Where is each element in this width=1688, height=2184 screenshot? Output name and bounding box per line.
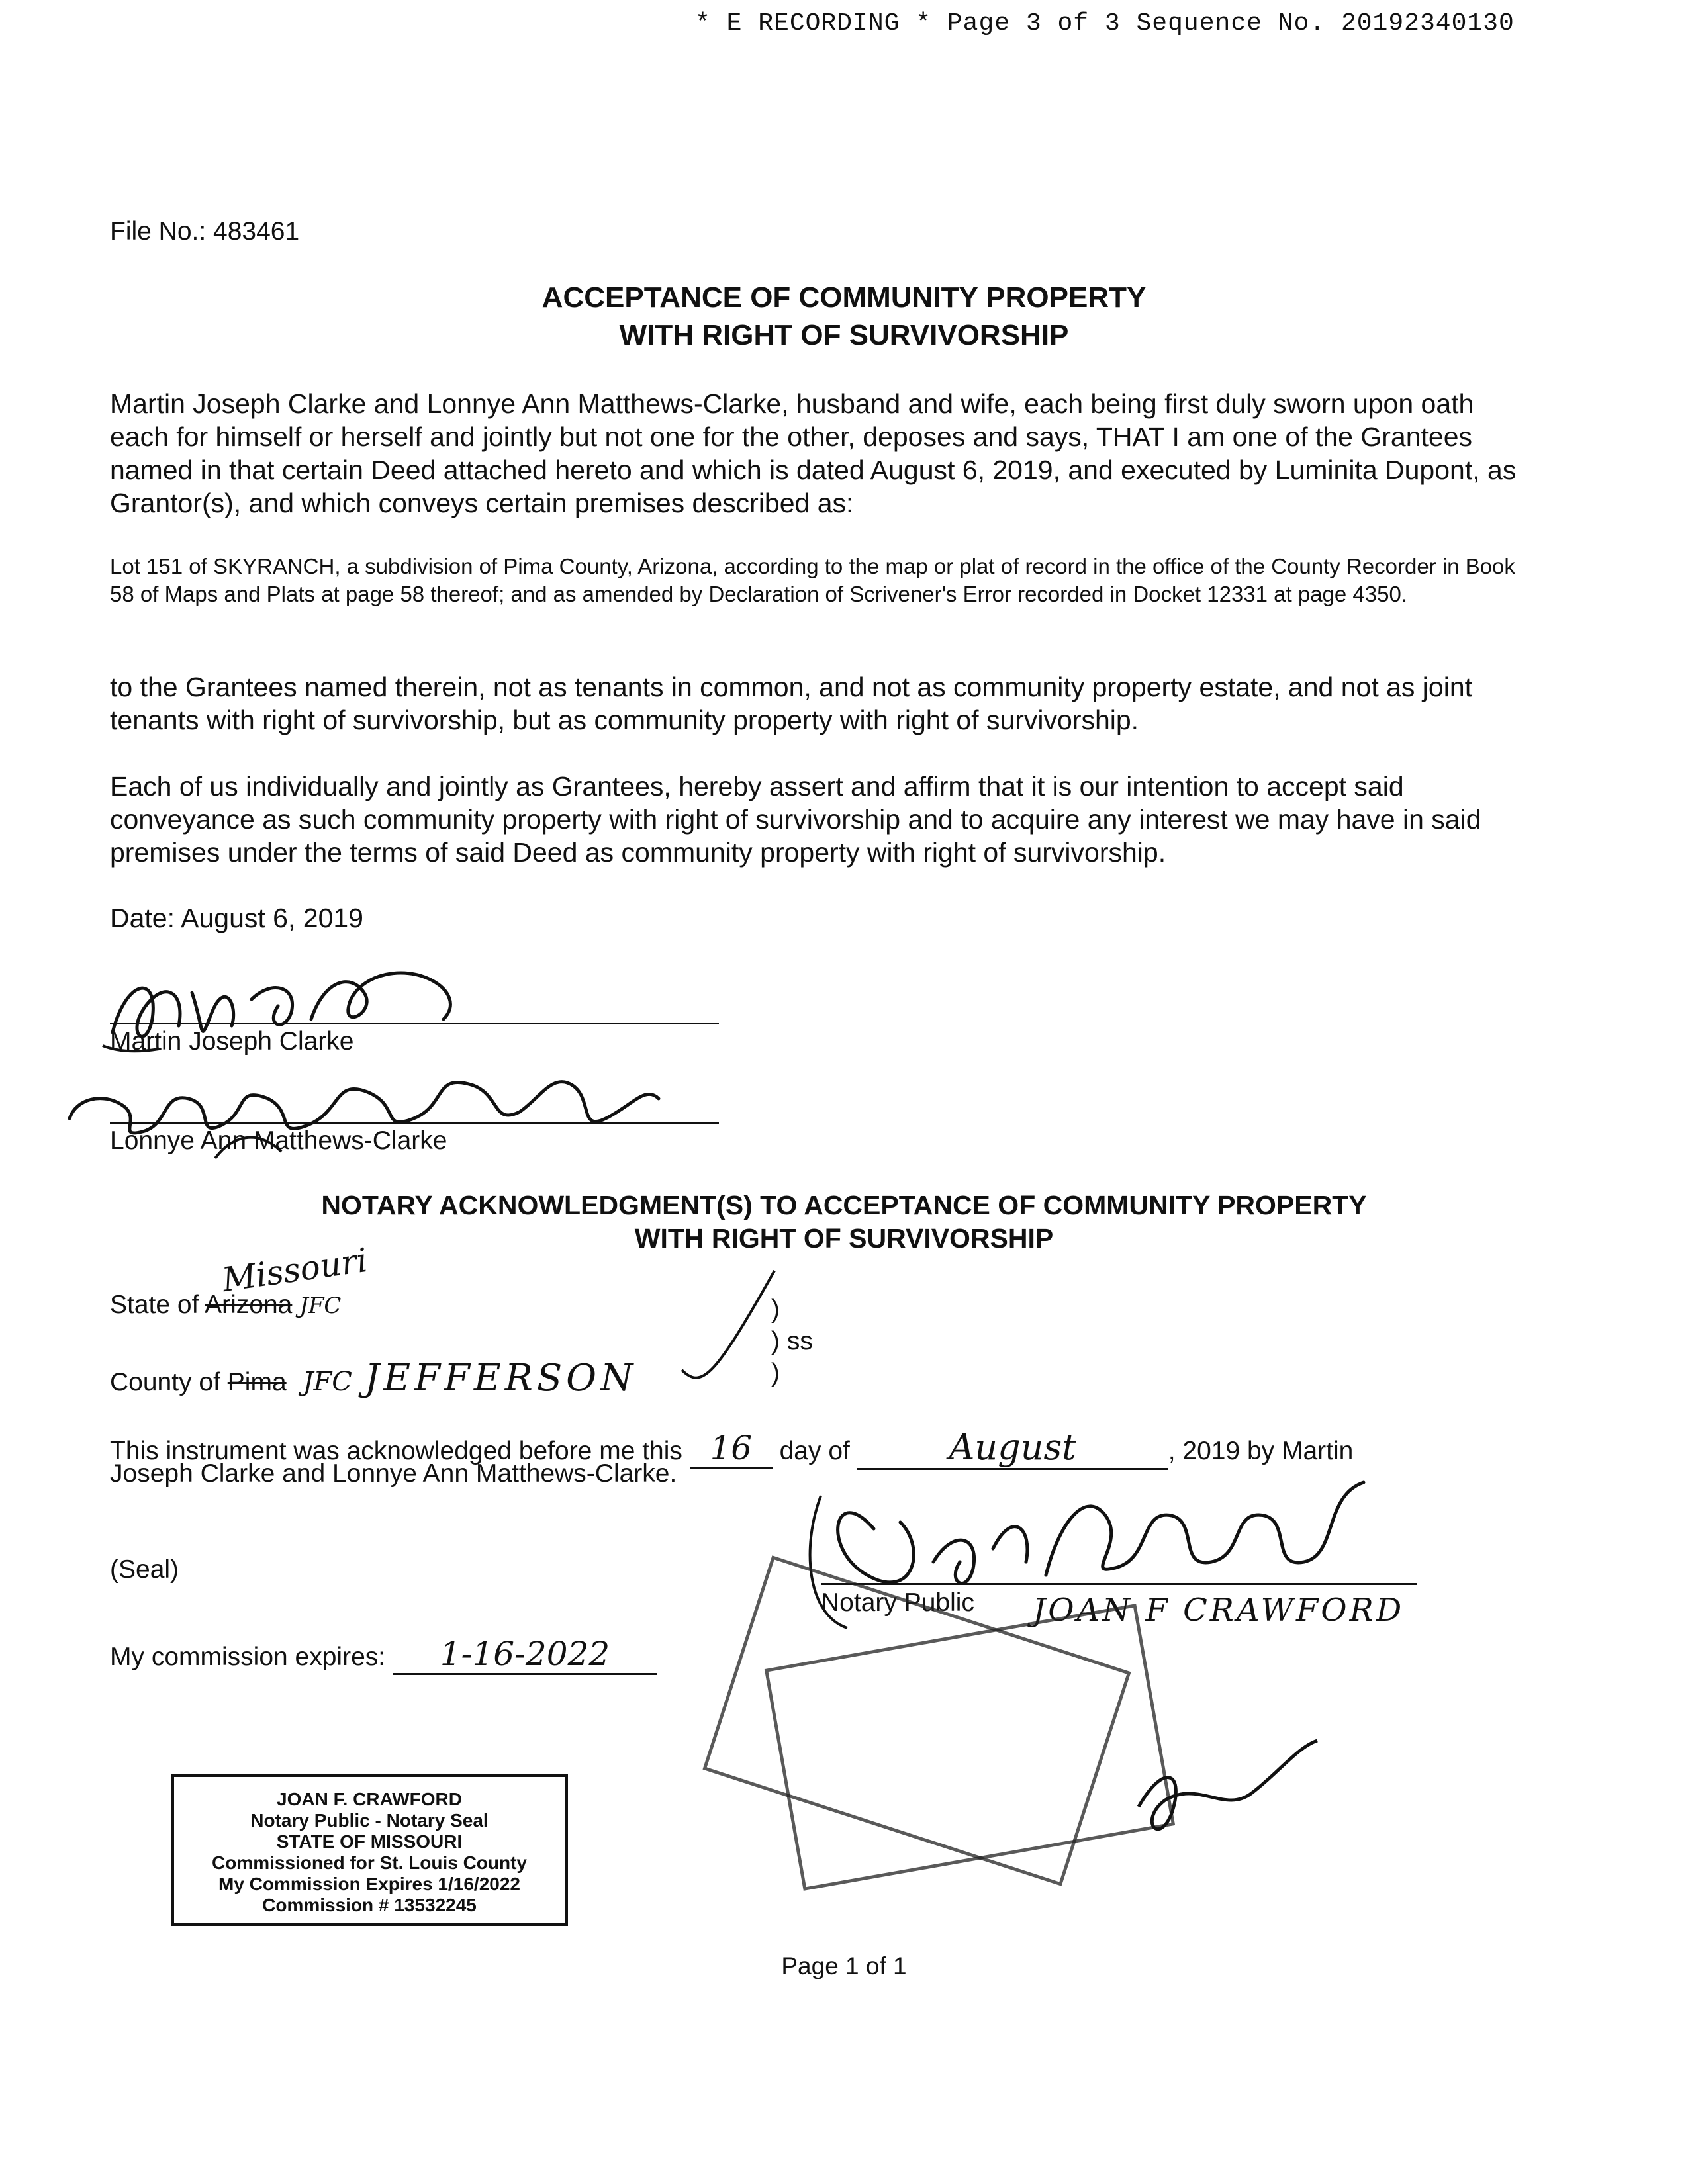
ack-text-3: , 2019 by Martin — [1168, 1437, 1354, 1465]
signer-name-2: Lonnye Ann Matthews-Clarke — [110, 1126, 447, 1155]
seal-label: (Seal) — [110, 1555, 179, 1584]
commission-field — [393, 1635, 657, 1675]
notary-initials-mark — [1125, 1734, 1324, 1853]
notary-title-line2: WITH RIGHT OF SURVIVORSHIP — [634, 1223, 1054, 1253]
acknowledgment-line2: Joseph Clarke and Lonnye Ann Matthews-Clarke. — [110, 1459, 677, 1488]
signature-line-1 — [110, 1023, 719, 1024]
document-title-line2: WITH RIGHT OF SURVIVORSHIP — [619, 319, 1069, 351]
seal-line-expires: My Commission Expires 1/16/2022 — [218, 1874, 520, 1894]
bracket-top: ) — [771, 1295, 780, 1324]
file-number-value: 483461 — [213, 217, 300, 246]
county-struck-text: Pima — [227, 1368, 287, 1396]
commission-value: 1-16-2022 — [440, 1635, 610, 1673]
recording-header: * E RECORDING * Page 3 of 3 Sequence No. 20192340130 — [695, 9, 1515, 38]
file-number-label: File No.: — [110, 217, 207, 246]
seal-line-state: STATE OF MISSOURI — [276, 1831, 463, 1852]
ack-text-1: This instrument was acknowledged before me this — [110, 1437, 682, 1465]
date-label: Date: — [110, 903, 175, 933]
notary-signature-line — [821, 1583, 1417, 1585]
ack-day: 16 — [710, 1429, 753, 1467]
file-number — [110, 217, 299, 246]
signer-name-1: Martin Joseph Clarke — [110, 1027, 354, 1056]
page-number: Page 1 of 1 — [781, 1952, 907, 1979]
affidavit-paragraph: Martin Joseph Clarke and Lonnye Ann Matthews-Clarke, husband and wife, each being first duly sworn upon oath each for himself or herself and jointly but not one for the other, deposes and says, THAT I am one of the Grantees named in that certain Deed attached hereto and which is dated August 6, 2019, and executed by Luminita Dupont, as Grantor(s), and which conveys certain premises described as: — [110, 388, 1517, 518]
ack-day-field — [690, 1429, 773, 1469]
date-line — [110, 901, 1533, 934]
county-initials: JFC — [303, 1367, 352, 1397]
ack-month: August — [949, 1426, 1076, 1468]
date-value: August 6, 2019 — [181, 903, 363, 933]
signature-line-2 — [110, 1122, 719, 1124]
notary-seal-stamp — [171, 1774, 568, 1926]
checkmark-stroke — [675, 1264, 781, 1396]
county-handwritten: JEFFERSON — [364, 1357, 637, 1400]
legal-description: Lot 151 of SKYRANCH, a subdivision of Pima County, Arizona, according to the map or plat of record in the office of the County Recorder in Book 58 of Maps and Plats at page 58 thereof; and as amended by Declaration of Scrivener's Error recorded in Docket 12331 at page 4350. — [110, 554, 1515, 606]
ack-month-field — [857, 1426, 1168, 1470]
seal-line-commission-number: Commission # 13532245 — [262, 1895, 477, 1915]
ack-text-2: day of — [779, 1437, 850, 1465]
bracket-ss: ) ss — [771, 1327, 813, 1355]
county-label: County of — [110, 1368, 220, 1396]
state-struck-text: Arizona — [205, 1291, 293, 1319]
notary-printed-name: JOAN F CRAWFORD — [1033, 1592, 1405, 1629]
county-line — [110, 1357, 637, 1400]
commission-label: My commission expires: — [110, 1643, 386, 1671]
notary-public-label: Notary Public — [821, 1588, 974, 1617]
seal-line-title: Notary Public - Notary Seal — [250, 1810, 489, 1831]
affirmation-paragraph: Each of us individually and jointly as Grantees, hereby assert and affirm that it is our intention to accept said conveyance as such community property with right of survivorship and to acquire any interest we may have in said premises under the terms of said Deed as community property with right of survivorship. — [110, 771, 1481, 868]
state-initials: JFC — [299, 1293, 342, 1319]
seal-line-name: JOAN F. CRAWFORD — [277, 1789, 462, 1809]
document-title-line1: ACCEPTANCE OF COMMUNITY PROPERTY — [541, 281, 1147, 314]
state-label: State of — [110, 1291, 199, 1319]
conveyance-paragraph: to the Grantees named therein, not as tenants in common, and not as community property estate, and not as joint tenants with right of survivorship, but as community property with right of survivorship. — [110, 672, 1473, 735]
commission-expires-line — [110, 1635, 657, 1675]
state-handwritten: Missouri — [220, 1240, 370, 1300]
bracket-bottom: ) — [771, 1359, 780, 1387]
signature-lonnye-matthews-clarke — [63, 1059, 685, 1178]
notary-title-line1: NOTARY ACKNOWLEDGMENT(S) TO ACCEPTANCE OF COMMUNITY PROPERTY — [321, 1190, 1367, 1220]
venue-bracket — [771, 1294, 813, 1389]
seal-line-county: Commissioned for St. Louis County — [211, 1852, 527, 1873]
